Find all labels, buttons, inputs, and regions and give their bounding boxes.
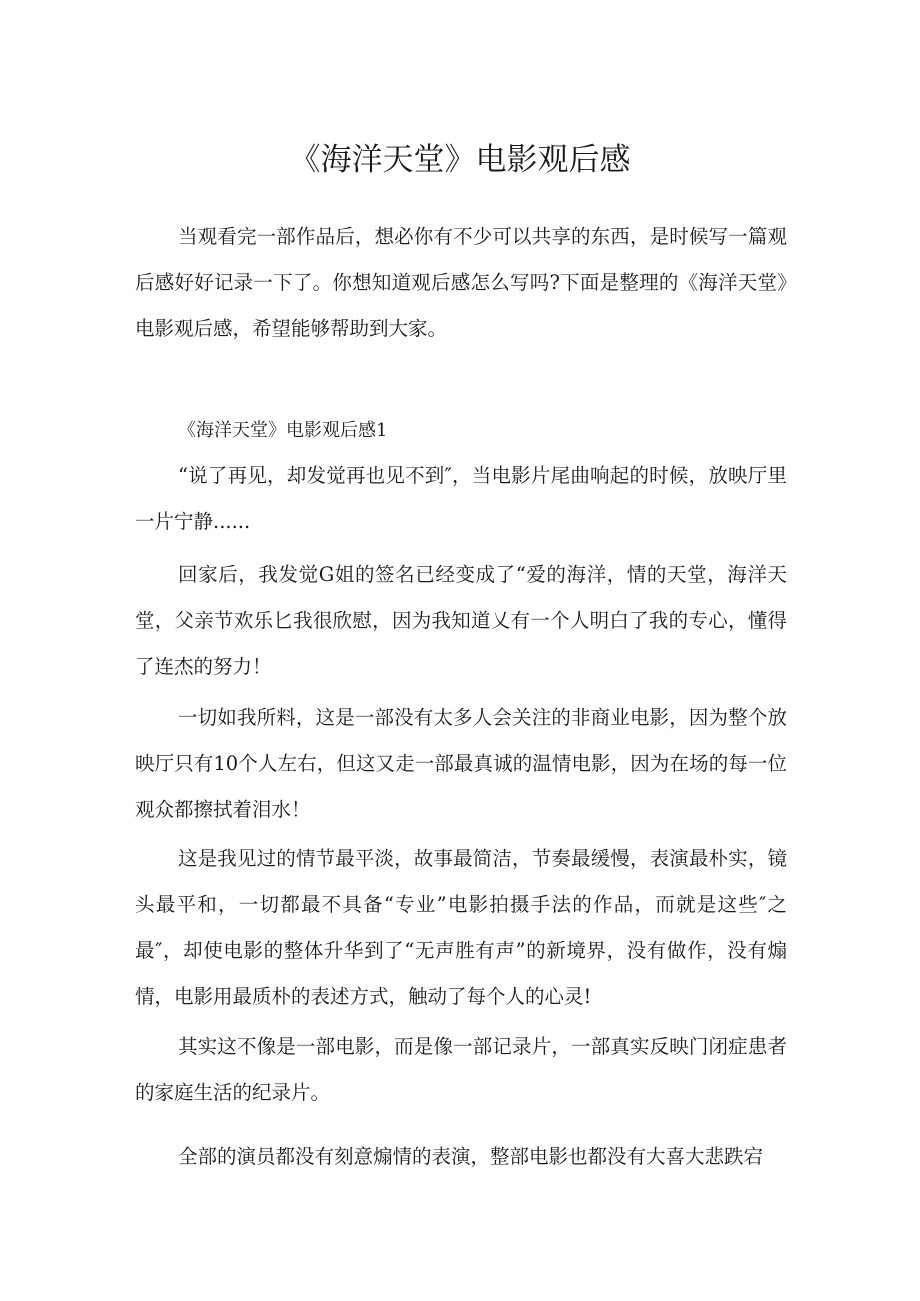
section-heading: 《海洋天堂》电影观后感1 (178, 420, 388, 441)
paragraph-5: 其实这不像是一部电影，而是像一部记录片，一部真实反映门闭症患者的家庭生活的纪录片。 (135, 1035, 787, 1104)
paragraph-6: 全部的演员都没有刻意煽情的表演，整部电影也都没有大喜大悲跌宕 (178, 1145, 764, 1168)
paragraph-3: 一切如我所料，这是一部没有太多人会关注的非商业电影，因为整个放映厅只有10个人左右，但这又走一部最真诚的温情电影，因为在场的每一位观众都擦拭着泪水！ (135, 706, 787, 821)
intro-paragraph: 当观看完一部作品后，想必你有不少可以共享的东西，是时候写一篇观后感好好记录一下了。你想知道观后感怎么写吗?下面是整理的《海洋天堂》电影观后感，希望能够帮助到大家。 (135, 225, 787, 340)
document-title: 《海洋天堂》电影观后感 (289, 142, 631, 178)
paragraph-2: 回家后，我发觉G姐的签名已经变成了“爱的海洋，情的天堂，海洋天堂，父亲节欢乐匕我很欣慰，因为我知道乂有一个人明白了我的专心，懂得了连杰的努力！ (135, 563, 787, 678)
paragraph-4: 这是我见过的情节最平淡，故事最简洁，节奏最缓慢，表演最朴实，镜头最平和，一切都最不具备“专业”电影拍摄手法的作品，而就是这些″之最″，却使电影的整体升华到了“无声胜有声”的新境界，没有做作，没有煽情，电影用最质朴的表述方式，触动了每个人的心灵! (135, 847, 787, 1008)
paragraph-1: “说了再见，却发觉再也见不到″，当电影片尾曲响起的时候，放映厅里一片宁静...... (135, 464, 787, 533)
